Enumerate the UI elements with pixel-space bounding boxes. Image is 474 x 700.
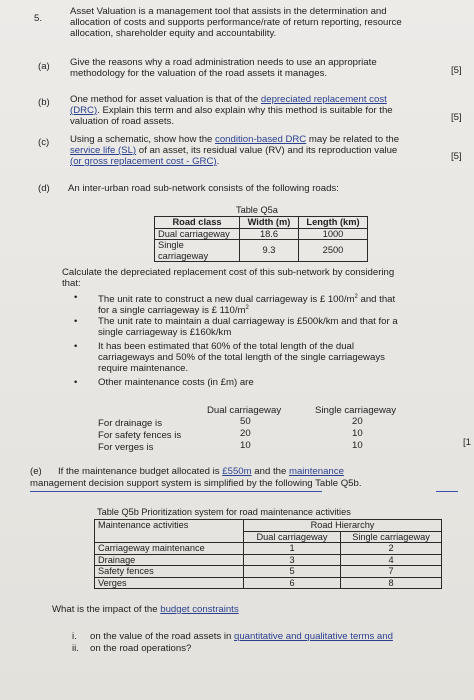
bullet-3-dot: • (74, 341, 78, 352)
table-row: Single carriageway 9.3 2500 (155, 240, 368, 262)
part-a-line-2: methodology for the valuation of the road assets it manages. (70, 68, 328, 79)
bullet-3-line-3: require maintenance. (98, 363, 189, 374)
table-q5a-header: Length (km) (299, 217, 368, 229)
table-row: Carriageway maintenance 1 2 (95, 543, 442, 555)
costs-row-dual: 50 (240, 416, 251, 427)
part-c-marks: [5] (451, 151, 462, 162)
bullet-2-line-1: The unit rate to maintain a dual carriageway is £500k/km and that for a (98, 316, 398, 327)
part-e-line-1: If the maintenance budget allocated is £550m and the maintenance (58, 466, 344, 477)
bullet-3-line-1: It has been estimated that 60% of the total length of the dual (98, 341, 355, 352)
part-c-line-2: service life (SL) of an asset, its residual value (RV) and its reproduction value (70, 145, 398, 156)
sub-ii-label: ii. (72, 643, 79, 654)
table-q5a-header: Road class (155, 217, 240, 229)
handwritten-underline (30, 491, 322, 492)
part-c-line-1: Using a schematic, show how the condition-based DRC may be related to the (70, 134, 400, 145)
impact-question: What is the impact of the budget constraints (52, 604, 239, 615)
part-c-label: (c) (38, 137, 50, 148)
costs-row-single: 10 (352, 428, 363, 439)
bullet-1-line-1: The unit rate to construct a new dual carriageway is £ $100/m^2$ and that (98, 294, 396, 306)
part-e-label: (e) (30, 466, 42, 477)
table-q5a (154, 216, 368, 262)
bullet-2-line-2: single carriageway is £160k/km (98, 327, 232, 338)
part-c-line-3: (or gross replacement cost - GRC). (70, 156, 220, 167)
part-a-label: (a) (38, 61, 50, 72)
costs-row-single: 10 (352, 440, 363, 451)
part-b-marks: [5] (451, 112, 462, 123)
part-b-line-2: (DRC). Explain this term and also explain why this method is suitable for the (70, 105, 393, 116)
table-q5b-header: Single carriageway (341, 531, 442, 543)
table-q5a-header: Width (m) (240, 217, 299, 229)
table-row: Safety fences 5 7 (95, 566, 442, 578)
costs-row-dual: 20 (240, 428, 251, 439)
part-b-line-1: One method for asset valuation is that of the depreciated replacement cost (70, 94, 387, 105)
part-a-marks: [5] (451, 65, 462, 76)
bullet-1-dot: • (74, 292, 78, 303)
part-e-line-2: management decision support system is simplified by the following Table Q5b. (30, 478, 362, 489)
costs-row-label: For safety fences is (98, 430, 182, 441)
table-q5b-caption: Table Q5b Prioritization system for road maintenance activities (97, 507, 351, 517)
costs-header-dual: Dual carriageway (207, 405, 282, 416)
part-d-marks: [1 (463, 437, 472, 448)
table-q5b-header: Maintenance activities (95, 520, 244, 543)
calc-line-1: Calculate the depreciated replacement cost of this sub-network by considering (62, 267, 395, 278)
costs-row-single: 20 (352, 416, 363, 427)
part-b-label: (b) (38, 97, 50, 108)
handwritten-underline (436, 491, 458, 492)
bullet-4-line-1: Other maintenance costs (in £m) are (98, 377, 254, 388)
question-number: 5. (34, 13, 43, 24)
table-q5b-header: Dual carriageway (244, 531, 341, 543)
table-q5b-header: Road Hierarchy (244, 520, 442, 532)
part-d-label: (d) (38, 183, 50, 194)
intro-line-3: allocation, shareholder equity and accountability. (70, 28, 277, 39)
bullet-2-dot: • (74, 316, 78, 327)
table-row: Drainage 3 4 (95, 554, 442, 566)
bullet-4-dot: • (74, 377, 78, 388)
table-row: Dual carriageway 18.6 1000 (155, 228, 368, 240)
costs-row-dual: 10 (240, 440, 251, 451)
part-d-line-1: An inter-urban road sub-network consists of the following roads: (68, 183, 339, 194)
intro-line-1: Asset Valuation is a management tool that assists in the determination and (70, 6, 387, 17)
sub-i-label: i. (72, 631, 77, 642)
bullet-1-line-2: for a single carriageway is £ $110/m^2$ (98, 305, 249, 317)
calc-line-2: that: (62, 278, 81, 289)
sub-ii-text: on the road operations? (90, 643, 192, 654)
bullet-3-line-2: carriageways and 50% of the total length of the single carriageways (98, 352, 385, 363)
intro-line-2: allocation of costs and supports performance/rate of return reporting, resource (70, 17, 402, 28)
costs-header-single: Single carriageway (315, 405, 397, 416)
sub-i-text: on the value of the road assets in quantitative and qualitative terms and (90, 631, 393, 642)
table-row: Verges 6 8 (95, 577, 442, 589)
table-q5a-caption: Table Q5a (236, 205, 278, 215)
table-q5b (94, 519, 442, 589)
part-a-line-1: Give the reasons why a road administration needs to use an appropriate (70, 57, 377, 68)
costs-row-label: For verges is (98, 442, 154, 453)
costs-row-label: For drainage is (98, 418, 162, 429)
part-b-line-3: valuation of road assets. (70, 116, 174, 127)
